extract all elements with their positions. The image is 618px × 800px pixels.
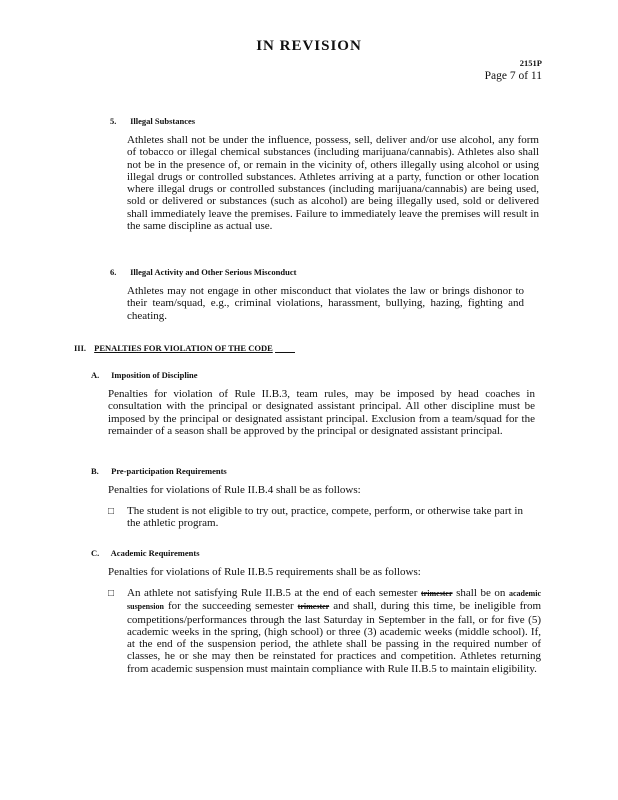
subsection-b-bullet: The student is not eligible to try out, practice, compete, perform, or otherwise take part in the athletic program. [127,505,523,530]
academic-suspension-term: academic suspension [127,589,541,612]
square-bullet-icon: □ [108,506,115,517]
subsection-c-title: Academic Requirements [110,548,200,558]
bullet-text-part-3: for the succeeding semester [167,600,294,613]
subsection-c-heading [91,548,200,558]
subsection-a-title: Imposition of Discipline [111,370,198,380]
subsection-a-heading [91,370,198,380]
subsection-b-heading [91,466,227,476]
page-number: Page 7 of 11 [484,70,542,82]
bullet-text-part-2: shall be on [456,587,506,599]
subsection-b-title: Pre-participation Requirements [111,466,227,476]
page-title: IN REVISION [256,38,362,54]
subsection-b-intro: Penalties for violations of Rule II.B.4 shall be as follows: [108,484,361,496]
struck-word-trimester: trimester [297,602,330,612]
bullet-text-part-1: An athlete not satisfying Rule II.B.5 at the end of each semester [127,587,418,599]
policy-code: 2151P [519,58,542,68]
subsection-a-letter: A. [91,370,100,380]
subsection-a-body: Penalties for violation of Rule II.B.3, team rules, may be imposed by head coaches in consultation with the principal or designated assistant principal. All other discipline must be imposed by the principal or designated assistant principal. Exclusion from a team/squad for the remainder of a season shall be approved by the principal or designated assistant principal. [108,388,535,437]
section-6-title: Illegal Activity and Other Serious Misconduct [130,267,297,277]
subsection-b-letter: B. [91,466,99,476]
part-3-title: PENALTIES FOR VIOLATION OF THE CODE [94,343,273,353]
part-3-underline [275,344,295,353]
struck-word-trimester: trimester [421,589,453,598]
section-5-heading [110,116,195,126]
part-3-number: III. [74,343,87,353]
subsection-c-letter: C. [91,548,100,558]
section-6-heading [110,267,296,277]
section-5-title: Illegal Substances [130,116,196,126]
bullet-text-part-4: and shall, during this time, be ineligible from competitions/performances through the last Saturday in September in the fall, or for five (5) academic weeks in the spring, (high school) or three (3) academic weeks (middle school). If, at the end of the suspension period, the athlete shall be passing in the required number of classes, he or she may then be reinstated for practices and competition. Athletes returning from academic suspension must maintain compliance with Rule II.B.5 to maintain eligibility. [127,600,542,675]
subsection-c-intro: Penalties for violations of Rule II.B.5 requirements shall be as follows: [108,566,421,578]
part-3-heading [74,343,295,353]
section-5-number: 5. [110,116,117,126]
section-6-body: Athletes may not engage in other misconduct that violates the law or brings dishonor to their team/squad, e.g., criminal violations, harassment, bullying, hazing, fighting and cheating. [127,285,524,322]
square-bullet-icon: □ [108,588,115,599]
subsection-c-bullet [127,587,541,675]
section-6-number: 6. [110,267,117,277]
section-5-body: Athletes shall not be under the influence, possess, sell, deliver and/or use alcohol, any form of tobacco or illegal chemical substances (including marijuana/cannabis). Athletes also shall not be in the presence of, or remain in the vicinity of, others illegally using alcohol or using illegal drugs or controlled substances. Athletes arriving at a party, function or other location where illegal drugs or controlled substances (including marijuana/cannabis) are being used, sold or delivered or substances (such as alcohol) are being illegally used, sold or delivered shall immediately leave the premises. Failure to immediately leave the premises will result in the same discipline as actual use. [127,134,539,233]
